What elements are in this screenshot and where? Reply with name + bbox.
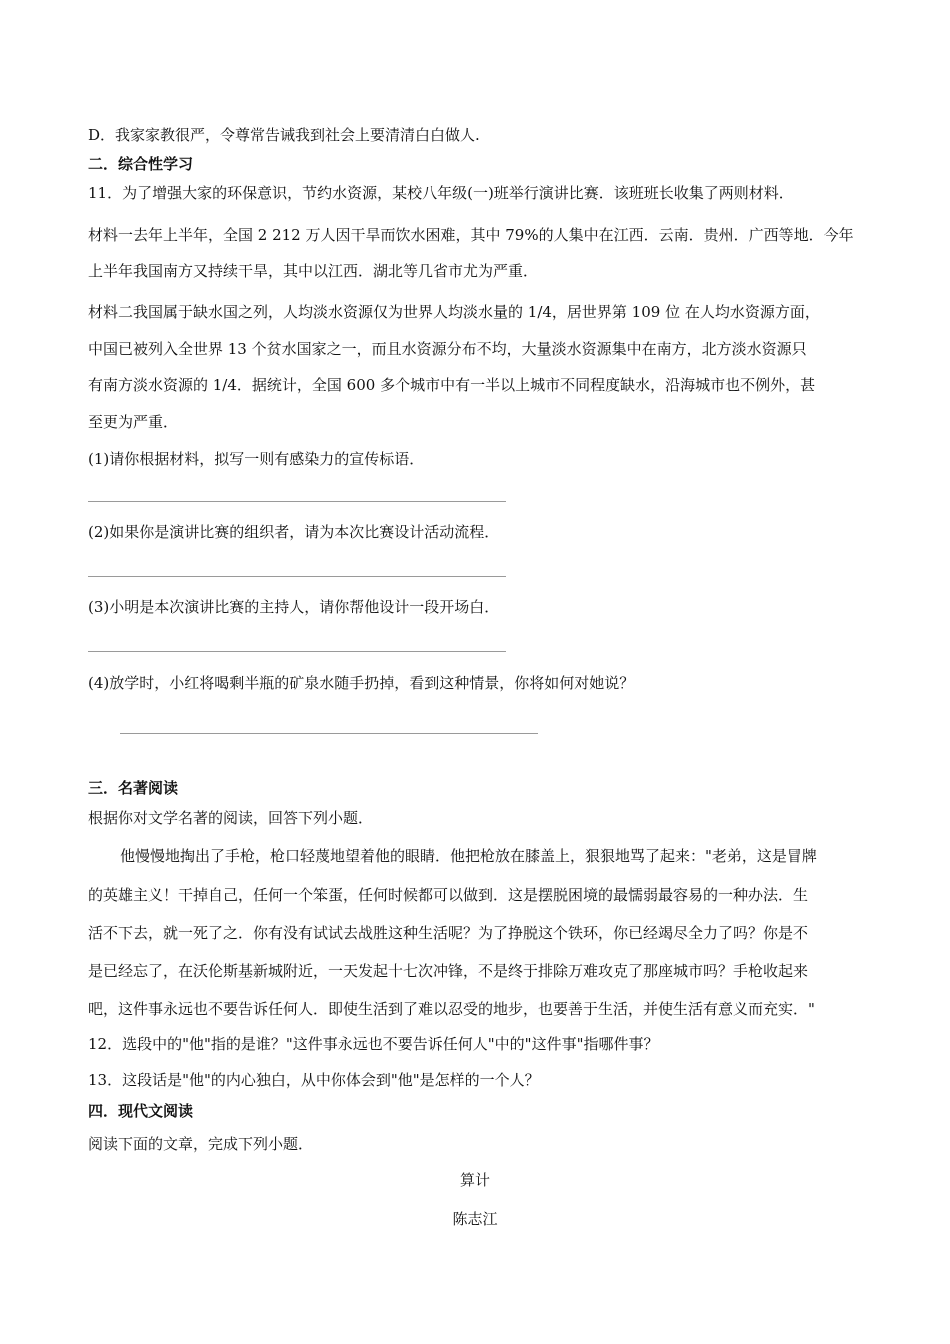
material-2-line-3: 有南方淡水资源的 1/4．据统计，全国 600 多个城市中有一半以上城市不同程度缺水，沿海城市也不例外，甚 bbox=[88, 376, 816, 394]
sub-question-4: (4)放学时，小红将喝剩半瓶的矿泉水随手扔掉，看到这种情景，你将如何对她说？ bbox=[88, 674, 635, 692]
section-3-title: 三．名著阅读 bbox=[88, 779, 179, 797]
material-2-line-4: 至更为严重． bbox=[88, 413, 179, 431]
sub-question-2: (2)如果你是演讲比赛的组织者，请为本次比赛设计活动流程． bbox=[88, 523, 500, 541]
passage-line-3: 活不下去，就一死了之．你有没有试试去战胜这种生活呢？为了挣脱这个铁环，你已经竭尽全力了吗？你是不 bbox=[88, 924, 809, 942]
article-author: 陈志江 bbox=[452, 1210, 498, 1228]
answer-line-1 bbox=[88, 501, 506, 502]
material-2-line-2: 中国已被列入全世界 13 个贫水国家之一，而且水资源分布不均，大量淡水资源集中在南方，北方淡水资源只 bbox=[88, 340, 807, 358]
passage-line-5: 吧，这件事永远也不要告诉任何人．即使生活到了难以忍受的地步，也要善于生活，并使生活有意义而充实．" bbox=[88, 1000, 815, 1018]
section-4-title: 四．现代文阅读 bbox=[88, 1102, 194, 1120]
passage-line-2: 的英雄主义！干掉自己，任何一个笨蛋，任何时候都可以做到．这是摆脱困境的最懦弱最容易的一种办法．生 bbox=[88, 886, 809, 904]
passage-line-4: 是已经忘了，在沃伦斯基新城附近，一天发起十七次冲锋，不是终于排除万难攻克了那座城市吗？手枪收起来 bbox=[88, 962, 809, 980]
option-d: D．我家家教很严，令尊常告诫我到社会上要清清白白做人. bbox=[88, 126, 480, 144]
article-title: 算计 bbox=[459, 1171, 490, 1189]
sub-question-1: (1)请你根据材料，拟写一则有感染力的宣传标语． bbox=[88, 450, 425, 468]
section-4-intro: 阅读下面的文章，完成下列小题． bbox=[88, 1135, 314, 1153]
section-3-intro: 根据你对文学名著的阅读，回答下列小题． bbox=[88, 809, 374, 827]
answer-line-3 bbox=[88, 651, 506, 652]
question-13: 13．这段话是"他"的内心独白，从中你体会到"他"是怎样的一个人？ bbox=[88, 1071, 540, 1089]
section-2-title: 二．综合性学习 bbox=[88, 155, 194, 173]
material-2-line-1: 材料二我国属于缺水国之列，人均淡水资源仅为世界人均淡水量的 1/4，居世界第 109 位 在人均水资源方面， bbox=[88, 303, 820, 321]
sub-question-3: (3)小明是本次演讲比赛的主持人，请你帮他设计一段开场白． bbox=[88, 598, 500, 616]
material-1-line-2: 上半年我国南方又持续干旱，其中以江西．湖北等几省市尤为严重． bbox=[88, 262, 539, 280]
passage-line-1: 他慢慢地掏出了手枪，枪口轻蔑地望着他的眼睛．他把枪放在膝盖上，狠狠地骂了起来："老弟，这是冒牌 bbox=[120, 847, 817, 865]
question-12: 12．选段中的"他"指的是谁？"这件事永远也不要告诉任何人"中的"这件事"指哪件事？ bbox=[88, 1035, 659, 1053]
answer-line-2 bbox=[88, 576, 506, 577]
answer-line-4 bbox=[120, 733, 538, 734]
question-11: 11．为了增强大家的环保意识，节约水资源，某校八年级(一)班举行演讲比赛．该班班长收集了两则材料． bbox=[88, 184, 794, 202]
material-1-line-1: 材料一去年上半年，全国 2 212 万人因干旱而饮水困难，其中 79%的人集中在江西．云南．贵州．广西等地．今年 bbox=[88, 226, 854, 244]
